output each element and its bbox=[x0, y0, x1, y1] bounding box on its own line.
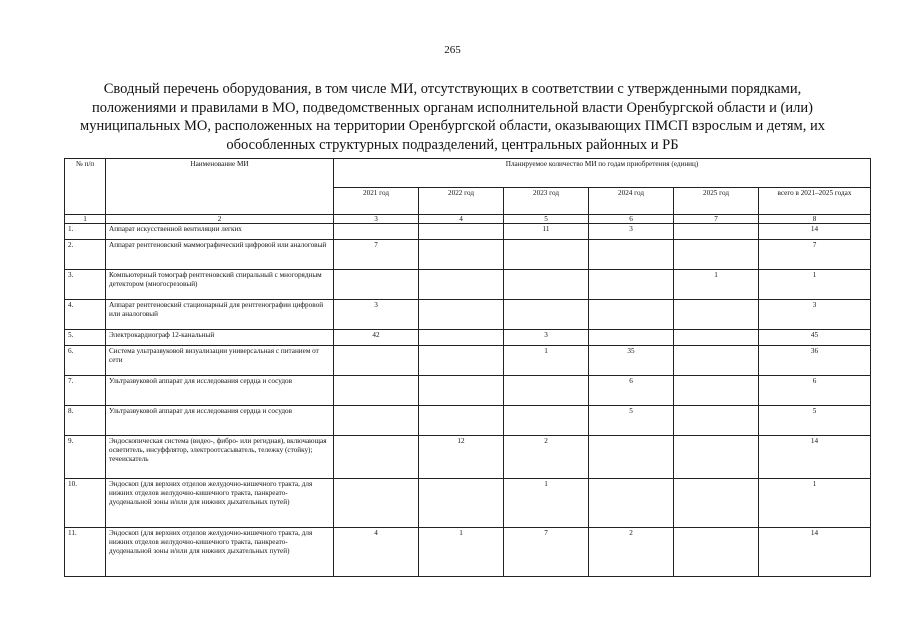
row-y2024: 3 bbox=[589, 224, 674, 240]
row-num: 6. bbox=[65, 346, 106, 376]
row-y2021 bbox=[334, 346, 419, 376]
table-row bbox=[65, 436, 871, 479]
row-y2023: 7 bbox=[504, 528, 589, 577]
table-row bbox=[65, 330, 871, 346]
row-y2022 bbox=[419, 479, 504, 528]
row-y2022 bbox=[419, 330, 504, 346]
row-y2023 bbox=[504, 376, 589, 406]
index-cell: 5 bbox=[504, 215, 589, 224]
row-y2024: 6 bbox=[589, 376, 674, 406]
row-total: 14 bbox=[759, 528, 871, 577]
row-y2024 bbox=[589, 240, 674, 270]
table-row bbox=[65, 406, 871, 436]
table-row bbox=[65, 240, 871, 270]
index-cell: 7 bbox=[674, 215, 759, 224]
page-number: 265 bbox=[444, 44, 461, 56]
row-num: 10. bbox=[65, 479, 106, 528]
row-y2022: 12 bbox=[419, 436, 504, 479]
row-num: 4. bbox=[65, 300, 106, 330]
row-total: 1 bbox=[759, 479, 871, 528]
row-y2023 bbox=[504, 240, 589, 270]
row-num: 8. bbox=[65, 406, 106, 436]
row-y2024: 5 bbox=[589, 406, 674, 436]
row-num: 11. bbox=[65, 528, 106, 577]
equipment-table bbox=[64, 158, 871, 577]
header-num: № п/п bbox=[65, 159, 106, 215]
index-cell: 4 bbox=[419, 215, 504, 224]
row-y2024: 2 bbox=[589, 528, 674, 577]
row-num: 1. bbox=[65, 224, 106, 240]
row-y2022 bbox=[419, 240, 504, 270]
row-y2023: 3 bbox=[504, 330, 589, 346]
row-y2025 bbox=[674, 376, 759, 406]
row-y2022: 1 bbox=[419, 528, 504, 577]
row-y2025 bbox=[674, 240, 759, 270]
row-y2023: 1 bbox=[504, 479, 589, 528]
row-y2025 bbox=[674, 528, 759, 577]
row-total: 14 bbox=[759, 436, 871, 479]
header-year-2021: 2021 год bbox=[334, 188, 419, 215]
row-num: 7. bbox=[65, 376, 106, 406]
row-y2024 bbox=[589, 330, 674, 346]
header-name: Наименование МИ bbox=[106, 159, 334, 215]
row-num: 9. bbox=[65, 436, 106, 479]
row-y2023: 1 bbox=[504, 346, 589, 376]
row-y2025 bbox=[674, 479, 759, 528]
row-name: Аппарат рентгеновский стационарный для рентгенографии цифровой или аналоговый bbox=[106, 300, 334, 330]
table-row bbox=[65, 528, 871, 577]
row-y2021: 4 bbox=[334, 528, 419, 577]
table-row bbox=[65, 224, 871, 240]
row-y2021: 3 bbox=[334, 300, 419, 330]
row-y2024 bbox=[589, 270, 674, 300]
row-total: 1 bbox=[759, 270, 871, 300]
row-total: 3 bbox=[759, 300, 871, 330]
row-num: 5. bbox=[65, 330, 106, 346]
header-year-2024: 2024 год bbox=[589, 188, 674, 215]
header-year-2023: 2023 год bbox=[504, 188, 589, 215]
row-y2025 bbox=[674, 346, 759, 376]
row-y2025: 1 bbox=[674, 270, 759, 300]
row-total: 36 bbox=[759, 346, 871, 376]
row-y2024: 35 bbox=[589, 346, 674, 376]
row-y2022 bbox=[419, 300, 504, 330]
row-total: 6 bbox=[759, 376, 871, 406]
row-total: 7 bbox=[759, 240, 871, 270]
row-name: Эндоскоп (для верхних отделов желудочно-кишечного тракта, для нижних отделов желудочно-кишечного тракта, панкреато-дуоденальной зоны и/или для нижних дыхательных путей) bbox=[106, 528, 334, 577]
row-name: Аппарат искусственной вентиляции легких bbox=[106, 224, 334, 240]
index-cell: 8 bbox=[759, 215, 871, 224]
index-cell: 3 bbox=[334, 215, 419, 224]
table-row bbox=[65, 270, 871, 300]
header-group: Планируемое количество МИ по годам приобретения (единиц) bbox=[334, 159, 871, 188]
row-y2025 bbox=[674, 406, 759, 436]
row-y2025 bbox=[674, 436, 759, 479]
row-y2022 bbox=[419, 270, 504, 300]
row-y2023 bbox=[504, 300, 589, 330]
row-y2021 bbox=[334, 436, 419, 479]
header-year-2022: 2022 год bbox=[419, 188, 504, 215]
row-y2021 bbox=[334, 376, 419, 406]
row-y2024 bbox=[589, 300, 674, 330]
row-name: Электрокардиограф 12-канальный bbox=[106, 330, 334, 346]
row-num: 2. bbox=[65, 240, 106, 270]
row-y2021 bbox=[334, 270, 419, 300]
row-y2023 bbox=[504, 270, 589, 300]
row-y2022 bbox=[419, 376, 504, 406]
row-y2024 bbox=[589, 479, 674, 528]
row-y2021 bbox=[334, 406, 419, 436]
index-cell: 1 bbox=[65, 215, 106, 224]
document-title: Сводный перечень оборудования, в том числе МИ, отсутствующих в соответствии с утвержденными порядками, положениями и правилами в МО, подведомственных органам исполнительной власти Оренбургской области и (или) муниципальных МО, расположенных на территории Оренбургской области, оказывающих ПМСП взрослым и детям, их обособленных структурных подразделений, центральных районных и РБ bbox=[80, 81, 825, 153]
table-row bbox=[65, 479, 871, 528]
row-y2021: 7 bbox=[334, 240, 419, 270]
row-y2021: 42 bbox=[334, 330, 419, 346]
row-name: Ультразвуковой аппарат для исследования сердца и сосудов bbox=[106, 376, 334, 406]
header-total: всего в 2021–2025 годах bbox=[759, 188, 871, 215]
row-name: Компьютерный томограф рентгеновский спиральный с многорядным детектором (многосрезовый) bbox=[106, 270, 334, 300]
row-name: Ультразвуковой аппарат для исследования сердца и сосудов bbox=[106, 406, 334, 436]
row-y2024 bbox=[589, 436, 674, 479]
row-y2023: 2 bbox=[504, 436, 589, 479]
index-cell: 2 bbox=[106, 215, 334, 224]
table-row bbox=[65, 346, 871, 376]
row-name: Система ультразвуковой визуализации универсальная с питанием от сети bbox=[106, 346, 334, 376]
row-y2025 bbox=[674, 224, 759, 240]
row-num: 3. bbox=[65, 270, 106, 300]
row-name: Аппарат рентгеновский маммографический цифровой или аналоговый bbox=[106, 240, 334, 270]
row-total: 5 bbox=[759, 406, 871, 436]
row-total: 14 bbox=[759, 224, 871, 240]
row-y2022 bbox=[419, 346, 504, 376]
row-y2022 bbox=[419, 406, 504, 436]
row-y2023: 11 bbox=[504, 224, 589, 240]
row-y2022 bbox=[419, 224, 504, 240]
index-cell: 6 bbox=[589, 215, 674, 224]
table-row bbox=[65, 300, 871, 330]
row-name: Эндоскоп (для верхних отделов желудочно-кишечного тракта, для нижних отделов желудочно-кишечного тракта, панкреато-дуоденальной зоны и/или для нижних дыхательных путей) bbox=[106, 479, 334, 528]
table-row bbox=[65, 376, 871, 406]
row-y2021 bbox=[334, 224, 419, 240]
row-name: Эндоскопическая система (видео-, фибро- или регидная), включающая осветитель, инсуффлятор, электроотсасыватель, тележку (стойку); течеискатель bbox=[106, 436, 334, 479]
header-year-2025: 2025 год bbox=[674, 188, 759, 215]
row-y2023 bbox=[504, 406, 589, 436]
row-y2025 bbox=[674, 300, 759, 330]
row-total: 45 bbox=[759, 330, 871, 346]
row-y2025 bbox=[674, 330, 759, 346]
row-y2021 bbox=[334, 479, 419, 528]
